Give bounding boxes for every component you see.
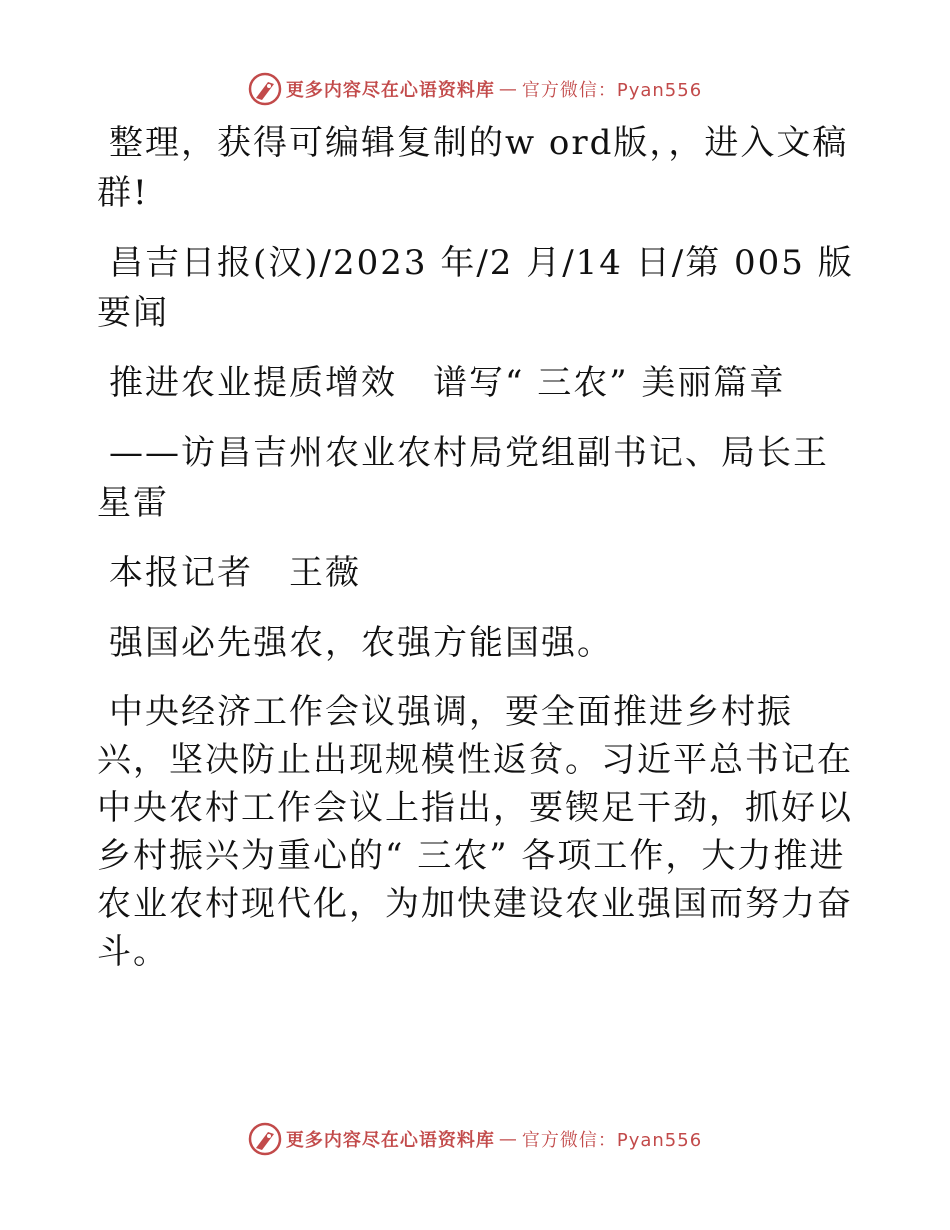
source-line: 昌吉日报(汉)/2023 年/2 月/14 日/第 005 版要闻 (97, 243, 854, 333)
watermark-main-text: 更多内容尽在心语资料库 (285, 1130, 495, 1151)
watermark-separator: — (498, 1128, 518, 1150)
lead-sentence: 强国必先强农，农强方能国强。 (109, 623, 613, 663)
document-body (97, 118, 857, 996)
pen-nib-logo-icon (248, 72, 282, 106)
article-title: 推进农业提质增效 谱写“ 三农” 美丽篇章 (109, 363, 786, 403)
article-subtitle: ——访昌吉州农业农村局党组副书记、局长王星雷 (97, 433, 829, 523)
watermark-main-text: 更多内容尽在心语资料库 (285, 80, 495, 101)
pen-nib-logo-icon (248, 1122, 282, 1156)
watermark-wechat-text: 官方微信：Pyan556 (521, 1130, 703, 1151)
footer-watermark (0, 1122, 950, 1156)
byline: 本报记者 王薇 (109, 553, 361, 593)
watermark-separator: — (498, 78, 518, 100)
watermark-wechat-text: 官方微信：Pyan556 (521, 80, 703, 101)
intro-note: 整理，获得可编辑复制的w ord版，，进入文稿群! (97, 123, 849, 213)
header-watermark (0, 72, 950, 106)
body-paragraph: 中央经济工作会议强调，要全面推进乡村振兴，坚决防止出现规模性返贫。习近平总书记在中央农村工作会议上指出，要锲足干劲，抓好以乡村振兴为重心的“ 三农” 各项工作，大力推进农业农村现代化，为加快建设农业强国而努力奋斗。 (97, 692, 853, 972)
